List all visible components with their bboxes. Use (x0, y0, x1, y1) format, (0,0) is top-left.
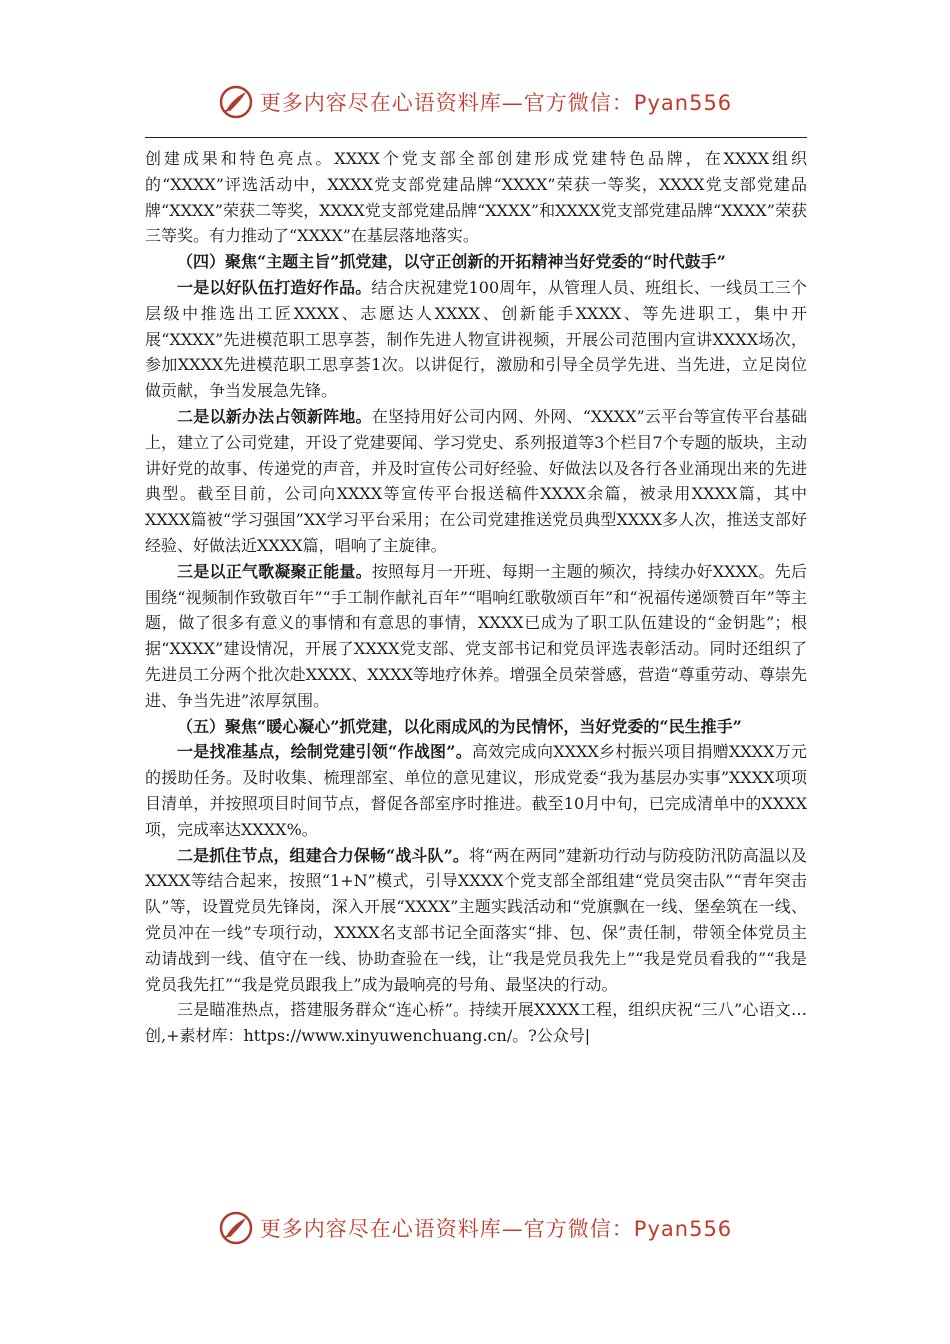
paragraph (145, 275, 807, 404)
section-heading-4: （四）聚焦“主题主旨”抓党建，以守正创新的开拓精神当好党委的“时代鼓手” (177, 252, 726, 272)
paragraph-text: 结合庆祝建党100周年，从管理人员、班组长、一线员工三个层级中推选出工匠XXXX、志愿达人XXXX、创新能手XXXX、等先进职工，集中开展“XXXX”先进模范职工思享荟，制作先进人物宣讲视频，开展公司范围内宣讲XXXX场次，参加XXXX先进模范职工思享荟1次。以讲促行，激励和引导全员学先进、当先进，立足岗位做贡献，争当发展急先锋。 (145, 277, 807, 401)
header-divider (145, 137, 807, 138)
paragraph-lead: 二是以新办法占领新阵地。 (177, 406, 372, 426)
paragraph-text: 高效完成向XXXX乡村振兴项目捐赠XXXX万元的援助任务。及时收集、梳理部室、单位的意见建议，形成党委“我为基层办实事”XXXX项项目清单，并按照项目时间节点，督促各部室序时推进。截至10月中旬，已完成清单中的XXXX项，完成率达XXXX%。 (145, 742, 807, 839)
paragraph-lead: 二是抓住节点，组建合力保畅“战斗队”。 (177, 845, 469, 865)
brush-logo-icon (218, 84, 254, 120)
paragraph (145, 843, 807, 998)
paragraph (145, 559, 807, 714)
paragraph-text: 在坚持用好公司内网、外网、“XXXX”云平台等宣传平台基础上，建立了公司党建，开设了党建要闻、学习党史、系列报道等3个栏目7个专题的版块，主动讲好党的故事、传递党的声音，并及时宣传公司好经验、好做法以及各行各业涌现出来的先进典型。截至目前，公司向XXXX等宣传平台报送稿件XXXX余篇，被录用XXXX篇，其中XXXX篇被“学习强国”XX学习平台采用；在公司党建推送党员典型XXXX多人次，推送支部好经验、好做法近XXXX篇，唱响了主旋律。 (145, 406, 807, 555)
footer-banner (0, 1208, 950, 1248)
paragraph-text: 按照每月一开班、每期一主题的频次，持续办好XXXX。先后围绕“视频制作致敬百年”“手工制作献礼百年”“唱响红歌敬颂百年”和“祝福传递颂赞百年”等主题，做了很多有意义的事情和有意思的事情，XXXX已成为了职工队伍建设的“金钥匙”；根据“XXXX”建设情况，开展了XXXX党支部、党支部书记和党员评选表彰活动。同时还组织了先进员工分两个批次赴XXXX、XXXX等地疗休养。增强全员荣誉感，营造“尊重劳动、尊崇先进、争当先进”浓厚氛围。 (145, 561, 807, 710)
paragraph-lead: 一是以好队伍打造好作品。 (177, 277, 372, 297)
paragraph-continuation: 创建成果和特色亮点。XXXX个党支部全部创建形成党建特色品牌，在XXXX组织的“XXXX”评选活动中，XXXX党支部党建品牌“XXXX”荣获一等奖，XXXX党支部党建品牌“XXXX”荣获二等奖，XXXX党支部党建品牌“XXXX”和XXXX党支部党建品牌“XXXX”荣获三等奖。有力推动了“XXXX”在基层落地落实。 (145, 149, 807, 246)
section-heading-5: （五）聚焦“暖心凝心”抓党建，以化雨成风的为民情怀，当好党委的“民生推手” (177, 716, 742, 736)
paragraph-plain: 三是瞄准热点，搭建服务群众“连心桥”。持续开展XXXX工程，组织庆祝“三八”心语文…创,+素材库：https://www.xinyuwenchuang.cn/。?公众号| (145, 1000, 807, 1046)
document-body (145, 146, 807, 1049)
paragraph (145, 404, 807, 559)
paragraph-text: 将“两在两同”建新功行动与防疫防汛防高温以及XXXX等结合起来，按照“1+N”模式，引导XXXX个党支部全部组建“党员突击队”“青年突击队”等，设置党员先锋岗，深入开展“XXXX”主题实践活动和“党旗飘在一线、堡垒筑在一线、党员冲在一线”专项行动，XXXX名支部书记全面落实“排、包、保”责任制，带领全体党员主动请战到一线、值守在一线、协助查验在一线，让“我是党员我先上”“我是党员看我的”“我是党员我先扛”“我是党员跟我上”成为最响亮的号角、最坚决的行动。 (145, 845, 807, 994)
footer-text: 更多内容尽在心语资料库—官方微信：Pyan556 (259, 1217, 733, 1241)
header-banner (0, 82, 950, 122)
paragraph-lead: 三是以正气歌凝聚正能量。 (177, 561, 372, 581)
header-text: 更多内容尽在心语资料库—官方微信：Pyan556 (259, 91, 733, 115)
paragraph (145, 739, 807, 842)
paragraph-lead: 一是找准基点，绘制党建引领“作战图”。 (177, 742, 472, 762)
brush-logo-icon (218, 1210, 254, 1246)
